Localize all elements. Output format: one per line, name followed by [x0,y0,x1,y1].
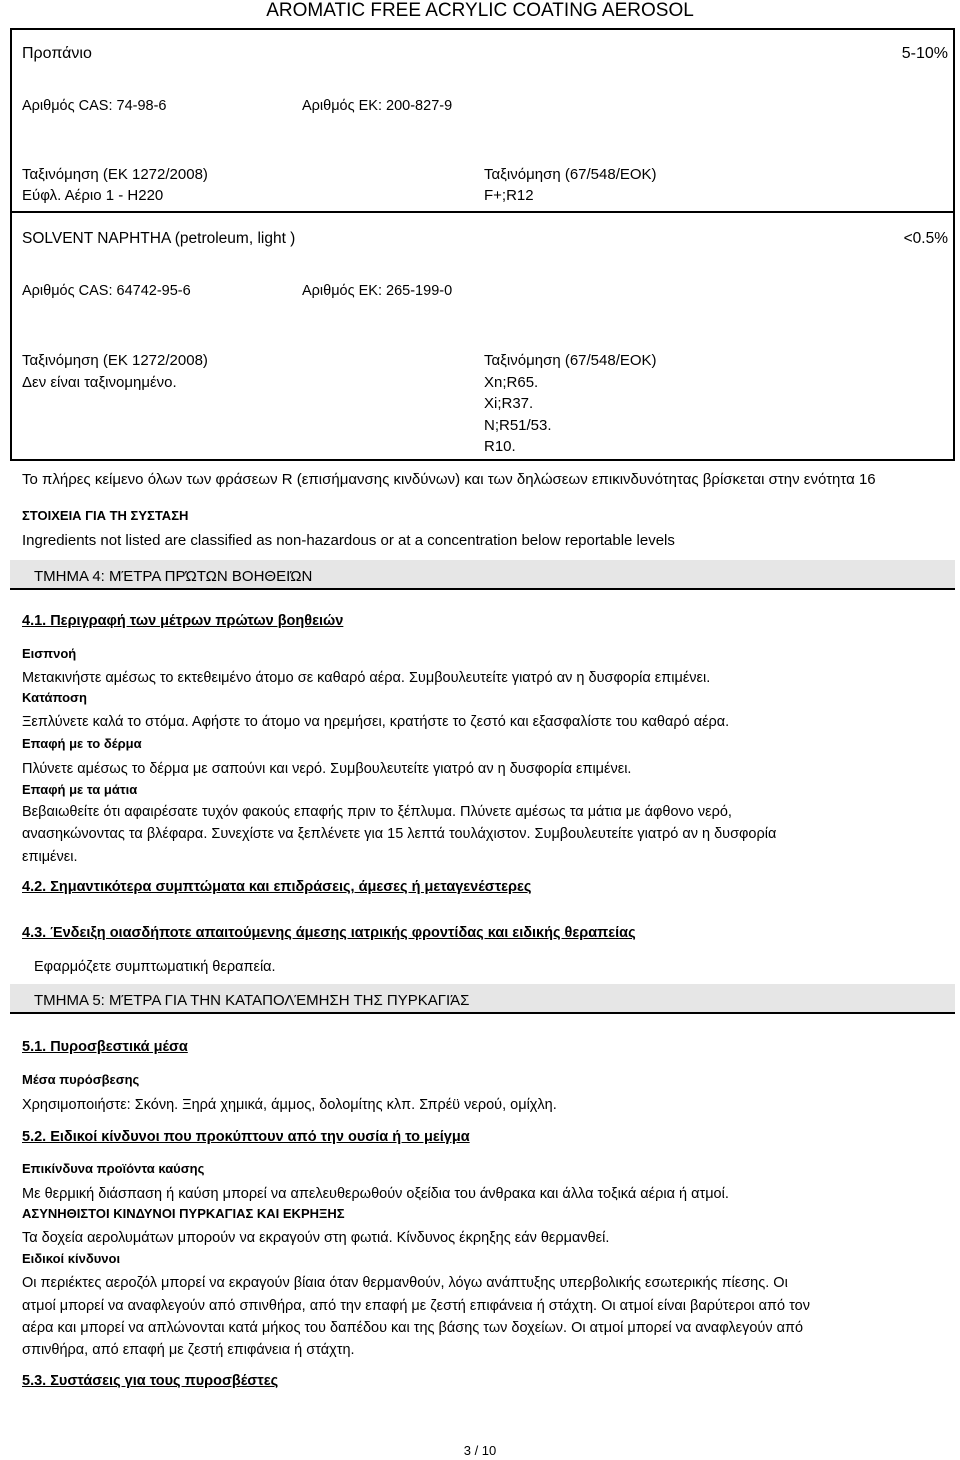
dsd-classification-value: N;R51/53. [484,417,552,434]
extinguishing-media-text: Χρησιμοποιήστε: Σκόνη. Ξηρά χημικά, άμμος, δολομίτης κλπ. Σπρέϋ νερού, ομίχλη. [22,1097,557,1113]
eye-contact-text-line: ανασηκώνοντας τα βλέφαρα. Συνεχίστε να ξεπλένετε για 15 λεπτά τουλάχιστον. Συμβουλευτείτε γιατρό αν η δυσφορία [22,826,777,842]
dsd-classification-value: F+;R12 [484,187,534,204]
cas-number: Αριθμός CAS: 64742-95-6 [22,283,191,299]
subsection-4-3-title: 4.3. Ένδειξη οιασδήποτε απαιτούμενης άμεσης ιατρικής φροντίδας και ειδικής θεραπείας [22,925,636,941]
dsd-classification-title: Ταξινόμηση (67/548/ΕΟΚ) [484,352,657,369]
unusual-hazards-label: ΑΣΥΝΗΘΙΣΤΟΙ ΚΙΝΔΥΝΟΙ ΠΥΡΚΑΓΙΑΣ ΚΑΙ ΕΚΡΗΞΗΣ [22,1206,345,1221]
section-4-header: ΤΜΗΜΑ 4: ΜΈΤΡΑ ΠΡΏΤΩΝ ΒΟΗΘΕΙΏΝ [10,560,955,590]
clp-classification-value: Εύφλ. Αέριο 1 - H220 [22,187,164,204]
section-5-header: ΤΜΗΜΑ 5: ΜΈΤΡΑ ΓΙΑ ΤΗΝ ΚΑΤΑΠΟΛΈΜΗΣΗ ΤΗΣ ΠΥΡΚΑΓΙΆΣ [10,984,955,1014]
dsd-classification-value: Xi;R37. [484,395,534,412]
unusual-hazards-text: Τα δοχεία αερολυμάτων μπορούν να εκραγούν στη φωτιά. Κίνδυνος έκρηξης εάν θερμανθεί. [22,1230,610,1246]
specific-hazards-text-line: ατμοί μπορεί να αναφλεγούν από σπινθήρα, από την επαφή με ζεστή επιφάνεια ή στάχτη. Οι ατμοί είναι βαρύτεροι από τον [22,1298,810,1314]
subsection-4-3-text: Εφαρμόζετε συμπτωματική θεραπεία. [34,959,276,975]
clp-classification-title: Ταξινόμηση (ΕΚ 1272/2008) [22,166,208,183]
eye-contact-text-line: Βεβαιωθείτε ότι αφαιρέσατε τυχόν φακούς επαφής πριν το ξέπλυμα. Πλύνετε αμέσως τα μάτια με άφθονο νερό, [22,804,732,820]
r-phrases-note: Το πλήρες κείμενο όλων των φράσεων R (επισήμανσης κινδύνων) και των δηλώσεων επικινδυνότητας βρίσκεται στην ενότητα 16 [22,471,876,488]
specific-hazards-label: Ειδικοί κίνδυνοι [22,1251,121,1266]
skin-contact-text: Πλύνετε αμέσως το δέρμα με σαπούνι και νερό. Συμβουλευτείτε γιατρό αν η δυσφορία επιμένει. [22,761,632,777]
substance-concentration: <0.5% [903,230,948,247]
composition-text: Ingredients not listed are classified as non-hazardous or at a concentration below reportable levels [22,532,675,549]
ec-number: Αριθμός ΕΚ: 265-199-0 [302,283,453,299]
substance-name: SOLVENT NAPHTHA (petroleum, light ) [22,230,296,247]
subsection-4-2-title: 4.2. Σημαντικότερα συμπτώματα και επιδράσεις, άμεσες ή μεταγενέστερες [22,879,532,895]
specific-hazards-text-line: Οι περιέκτες αεροζόλ μπορεί να εκραγούν βίαια όταν θερμανθούν, λόγω ανάπτυξης υπερβολικής εσωτερικής πίεσης. Οι [22,1275,788,1291]
combustion-products-text: Με θερμική διάσπαση ή καύση μπορεί να απελευθερωθούν οξείδια του άνθρακα και άλλα τοξικά αέρια ή ατμοί. [22,1186,729,1202]
ingestion-text: Ξεπλύνετε καλά το στόμα. Αφήστε το άτομο να ηρεμήσει, κρατήστε το ζεστό και εξασφαλίστε του καθαρό αέρα. [22,714,730,730]
page-number: 3 / 10 [463,1443,497,1458]
substance-concentration: 5-10% [901,45,948,62]
ingestion-label: Κατάποση [22,690,87,705]
cas-number: Αριθμός CAS: 74-98-6 [22,98,167,114]
extinguishing-media-label: Μέσα πυρόσβεσης [22,1072,140,1087]
combustion-products-label: Επικίνδυνα προϊόντα καύσης [22,1161,205,1176]
subsection-5-2-title: 5.2. Ειδικοί κίνδυνοι που προκύπτουν από την ουσία ή το μείγμα [22,1129,470,1145]
clp-classification-value: Δεν είναι ταξινομημένο. [22,374,177,391]
dsd-classification-value: R10. [484,438,516,455]
substance-name: Προπάνιο [22,45,92,62]
specific-hazards-text-line: αέρα και μπορεί να απλώνονται κατά μήκος του δαπέδου και της βάσης των δοχείων. Οι ατμοί μπορεί να αναφλεγούν από [22,1320,804,1336]
ec-number: Αριθμός ΕΚ: 200-827-9 [302,98,453,114]
clp-classification-title: Ταξινόμηση (ΕΚ 1272/2008) [22,352,208,369]
subsection-5-1-title: 5.1. Πυροσβεστικά μέσα [22,1039,188,1055]
dsd-classification-value: Xn;R65. [484,374,539,391]
skin-contact-label: Επαφή με το δέρμα [22,736,142,751]
dsd-classification-title: Ταξινόμηση (67/548/ΕΟΚ) [484,166,657,183]
inhalation-label: Εισπνοή [22,646,77,661]
composition-heading: ΣΤΟΙΧΕΙΑ ΓΙΑ ΤΗ ΣΥΣΤΑΣΗ [22,508,189,523]
inhalation-text: Μετακινήστε αμέσως το εκτεθειμένο άτομο σε καθαρό αέρα. Συμβουλευτείτε γιατρό αν η δυσφορία επιμένει. [22,670,711,686]
eye-contact-label: Επαφή με τα μάτια [22,782,138,797]
specific-hazards-text-line: σπινθήρα, από επαφή με ζεστή επιφάνεια ή στάχτη. [22,1342,355,1358]
eye-contact-text-line: επιμένει. [22,849,78,865]
subsection-4-1-title: 4.1. Περιγραφή των μέτρων πρώτων βοηθειών [22,613,344,629]
subsection-5-3-title: 5.3. Συστάσεις για τους πυροσβέστες [22,1373,279,1389]
document-title: AROMATIC FREE ACRYLIC COATING AEROSOL [266,0,694,21]
